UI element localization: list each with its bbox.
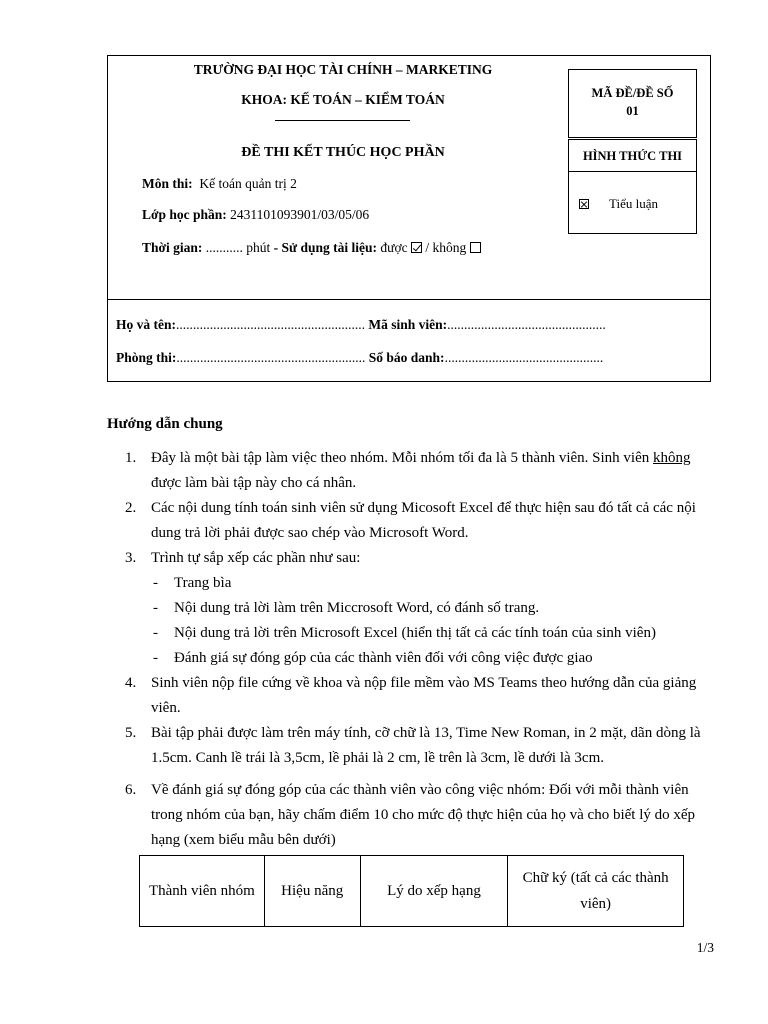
exam-header-box — [107, 55, 711, 382]
seat-number-label: Số báo danh: — [368, 350, 445, 365]
instruction-text: Trình tự sắp xếp các phần như sau: — [151, 550, 361, 566]
materials-allowed-text: được — [380, 240, 408, 255]
time-line — [142, 240, 481, 256]
subject-label: Môn thi: — [142, 176, 193, 191]
instruction-text: được làm bài tập này cho cá nhân. — [151, 475, 357, 491]
instruction-number: 1. — [125, 450, 137, 466]
exam-form-box — [568, 139, 697, 234]
instruction-item — [125, 496, 715, 546]
seat-number-dots: ............................................... — [444, 350, 604, 365]
exam-code-box — [568, 69, 697, 138]
exam-form-title-underline — [569, 171, 696, 172]
exam-code-label: MÃ ĐỀ/ĐỀ SỐ — [591, 86, 674, 100]
student-name-dots: ........................................................ — [176, 317, 365, 332]
checked-box-icon — [579, 199, 589, 209]
exam-room-label: Phòng thi: — [116, 350, 177, 365]
sub-list-item: - Nội dung trả lời làm trên Miccrosoft Word, có đánh số trang. — [153, 600, 540, 616]
instruction-list — [125, 446, 715, 853]
time-label: Thời gian: — [142, 240, 203, 255]
sub-list-item: - Nội dung trả lời trên Microsoft Excel (hiển thị tất cả các tính toán của sinh viên) — [153, 625, 656, 641]
sub-list-text: Nội dung trả lời trên Microsoft Excel (hiển thị tất cả các tính toán của sinh viên) — [174, 625, 656, 641]
instruction-item — [125, 778, 715, 853]
time-value: ........... phút — [205, 240, 271, 255]
guide-heading: Hướng dẫn chung — [107, 416, 223, 432]
instruction-number: 2. — [125, 500, 137, 516]
exam-form-option-label: Tiểu luận — [609, 196, 658, 211]
exam-code-number: 01 — [626, 104, 639, 118]
materials-not-allowed-text: không — [432, 240, 467, 255]
instruction-text: Bài tập phải được làm trên máy tính, cỡ chữ là 13, Time New Roman, in 2 mặt, dãn dòng là 1.5cm. Canh lề trái là 3,5cm, lề phải là 2 cm, lề trên là 3cm, lề dưới là 3cm. — [151, 725, 701, 766]
class-label: Lớp học phần: — [142, 207, 227, 222]
instruction-emphasis: không — [653, 450, 691, 466]
university-name: TRƯỜNG ĐẠI HỌC TÀI CHÍNH – MARKETING — [193, 62, 493, 77]
instruction-item — [125, 446, 715, 496]
instruction-text: Sinh viên nộp file cứng về khoa và nộp file mềm vào MS Teams theo hướng dẫn của giảng viên. — [151, 675, 697, 716]
exam-title: ĐỀ THI KẾT THÚC HỌC PHẦN — [241, 145, 445, 160]
table-header-cell: Chữ ký (tất cả các thành viên) — [508, 856, 684, 927]
instruction-number: 6. — [125, 782, 137, 798]
exam-form-title: HÌNH THỨC THI — [582, 149, 683, 163]
instruction-text: Về đánh giá sự đóng góp của các thành viên vào công việc nhóm: Đối với mỗi thành viên trong nhóm của bạn, hãy chấm điểm 10 cho mức độ thực hiện của họ và cho biết lý do xếp hạng (xem biểu mẫu bên dưới) — [151, 782, 696, 848]
subject-value: Kế toán quản trị 2 — [199, 176, 297, 191]
materials-allowed-checkbox-icon — [411, 242, 422, 253]
contribution-table — [139, 855, 684, 927]
header-divider — [108, 299, 710, 300]
faculty-underline — [275, 120, 410, 121]
table-header-cell: Hiệu năng — [264, 856, 360, 927]
sub-list-text: Đánh giá sự đóng góp của các thành viên đối với công việc được giao — [174, 650, 593, 666]
instruction-text: Các nội dung tính toán sinh viên sử dụng Micosoft Excel để thực hiện sau đó tất cả các nội dung trả lời phải được sao chép vào Microsoft Word. — [151, 500, 696, 541]
instruction-number: 3. — [125, 550, 137, 566]
instruction-item — [125, 546, 715, 671]
student-id-dots: ............................................... — [447, 317, 606, 332]
instruction-sub-list — [151, 571, 715, 671]
sub-list-item: - Trang bìa — [153, 575, 232, 591]
table-header-row — [140, 856, 684, 927]
exam-form-option — [579, 196, 658, 212]
class-value: 2431101093901/03/05/06 — [230, 207, 370, 222]
table-header-cell: Thành viên nhóm — [140, 856, 265, 927]
sub-list-text: Trang bìa — [174, 575, 232, 591]
student-id-label: Mã sinh viên: — [368, 317, 448, 332]
subject-line — [142, 176, 297, 192]
sub-list-text: Nội dung trả lời làm trên Miccrosoft Word, có đánh số trang. — [174, 600, 540, 616]
student-name-label: Họ và tên: — [116, 317, 176, 332]
instruction-number: 5. — [125, 725, 137, 741]
instruction-item — [125, 671, 715, 721]
sub-list-item: - Đánh giá sự đóng góp của các thành viên đối với công việc được giao — [153, 650, 593, 666]
table-header-cell: Lý do xếp hạng — [360, 856, 508, 927]
instruction-text: Đây là một bài tập làm việc theo nhóm. Mỗi nhóm tối đa là 5 thành viên. Sinh viên — [151, 450, 653, 466]
materials-label: - Sử dụng tài liệu: — [273, 240, 378, 255]
exam-room-dots: ........................................................ — [176, 350, 366, 365]
faculty-name: KHOA: KẾ TOÁN – KIỂM TOÁN — [241, 92, 445, 107]
instruction-item — [125, 721, 715, 771]
class-line — [142, 207, 369, 223]
exam-room-line — [116, 350, 603, 366]
student-name-line — [116, 317, 606, 333]
page-number: 1/3 — [696, 940, 714, 955]
materials-separator: / — [425, 240, 430, 255]
instruction-number: 4. — [125, 675, 137, 691]
materials-not-allowed-checkbox-icon — [470, 242, 481, 253]
